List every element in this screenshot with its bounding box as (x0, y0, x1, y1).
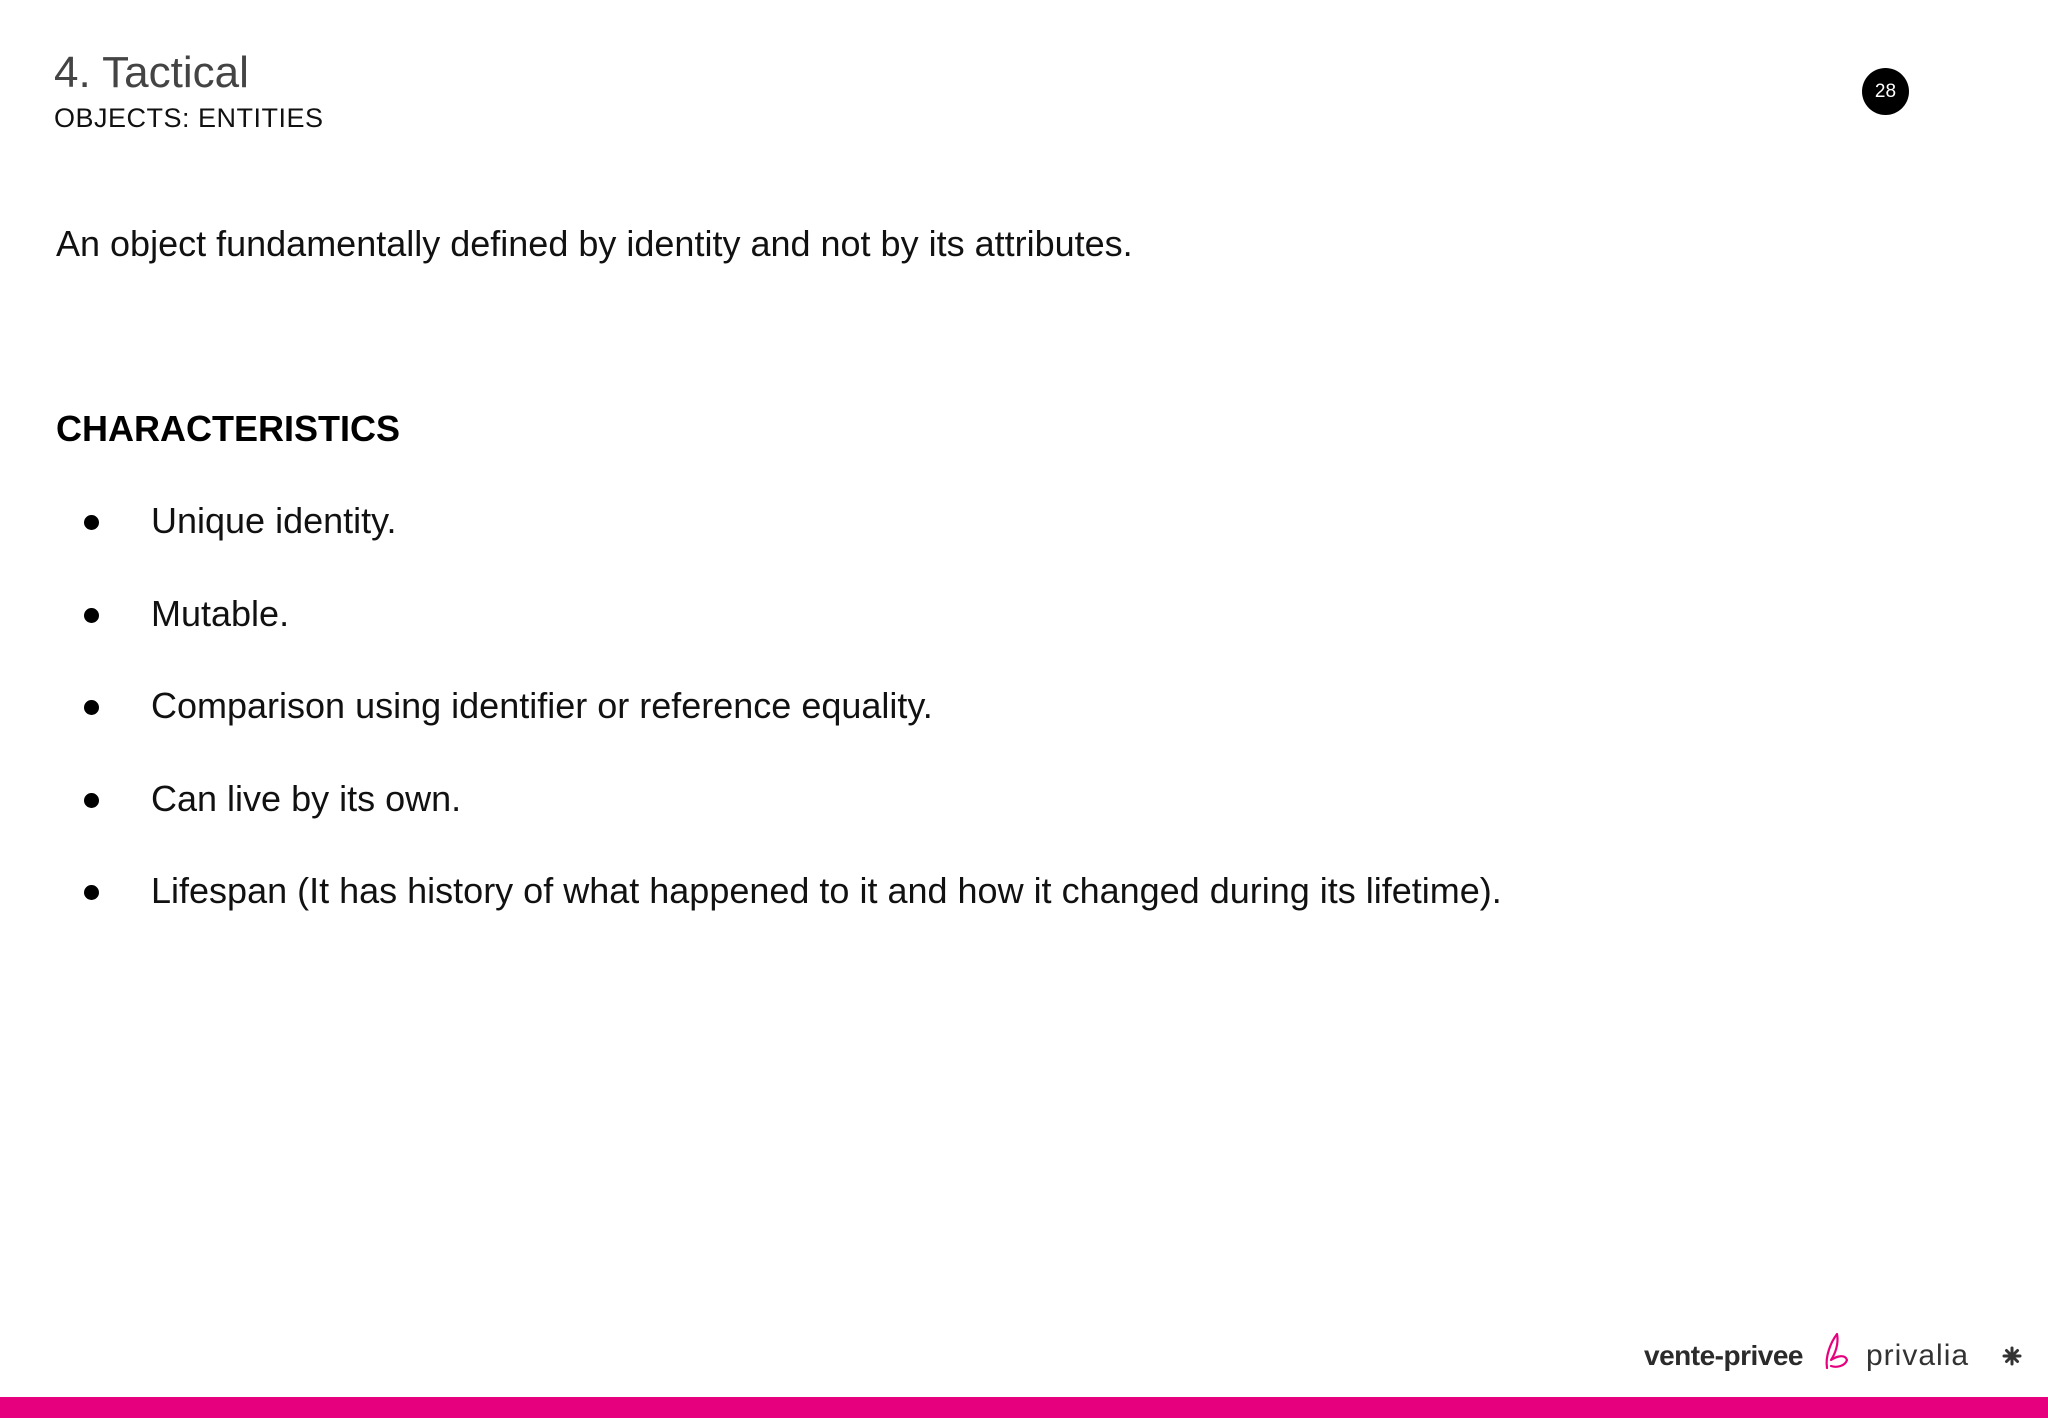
list-item-text: Mutable. (151, 592, 290, 634)
bullet-icon (84, 885, 99, 900)
page-title: 4. Tactical (54, 48, 249, 97)
bullet-icon (84, 608, 99, 623)
asterisk-icon (2002, 1346, 2022, 1366)
list-item-text: Comparison using identifier or reference equality. (151, 685, 933, 727)
list-item-text: Can live by its own. (151, 777, 462, 819)
footer-accent-bar (0, 1397, 2048, 1418)
bullet-icon (84, 700, 99, 715)
list-item-text: Lifespan (It has history of what happened to it and how it changed during its lifetime). (151, 870, 1502, 912)
list-item-text: Unique identity. (151, 500, 397, 541)
page-number-badge: 28 (1862, 68, 1909, 115)
vente-privee-logo: vente-privee (1644, 1340, 1803, 1371)
butterfly-icon (1823, 1330, 1851, 1372)
page-subtitle: OBJECTS: ENTITIES (54, 103, 324, 133)
intro-text: An object fundamentally defined by identity and not by its attributes. (56, 223, 1133, 264)
bullet-icon (84, 515, 99, 530)
characteristics-heading: CHARACTERISTICS (56, 408, 401, 449)
bullet-icon (84, 793, 99, 808)
footer-logos (1640, 1328, 2030, 1378)
privalia-logo: privalia (1866, 1339, 1970, 1372)
